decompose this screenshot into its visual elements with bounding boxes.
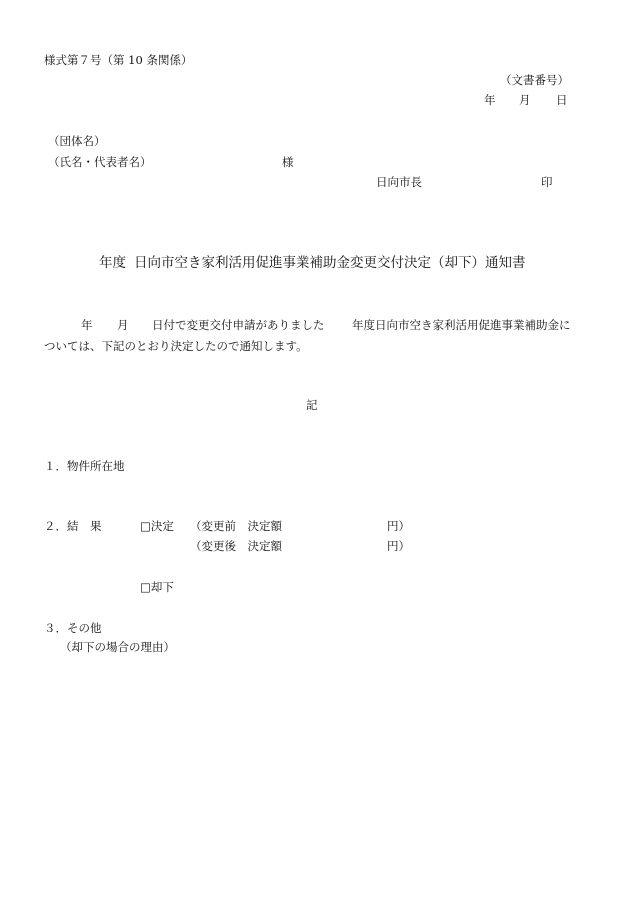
reject-checkbox[interactable]: □却下 [140,580,174,594]
item-property-location: １．物件所在地 [44,459,125,473]
after-amount-label: （変更後 決定額 [190,539,282,553]
body-date-suffix: 日付で変更交付申請がありました [152,318,325,332]
title-year: 年度 [99,255,126,271]
ki-heading: 記 [306,398,318,412]
addressee-honorific: 様 [282,155,294,169]
item-result-label: ２．結 果 [44,519,102,533]
body-line-2: ついては、下記のとおり決定したので通知します。 [44,339,308,353]
date-month: 月 [519,93,531,107]
after-amount-unit: 円） [387,539,410,553]
body-year: 年 [81,318,93,332]
document-number: （文書番号） [500,73,569,87]
before-amount-unit: 円） [387,519,410,533]
item-other-label: ３．その他 [44,621,102,635]
form-number: 様式第７号（第 10 条関係） [44,53,193,67]
title-main: 日向市空き家利活用促進事業補助金変更交付決定（却下）通知書 [134,255,526,271]
issuer-title: 日向市長 [376,175,422,189]
body-month: 月 [117,318,129,332]
decision-checkbox[interactable]: □決定 [140,519,174,533]
before-amount-label: （変更前 決定額 [190,519,282,533]
issuer-seal: 印 [541,175,553,189]
addressee-org: （団体名） [48,134,106,148]
rejection-reason-label: （却下の場合の理由） [60,640,175,654]
date-year: 年 [484,93,496,107]
addressee-name: （氏名・代表者名） [48,155,152,169]
date-day: 日 [556,93,568,107]
body-fiscal-year: 年度日向市空き家利活用促進事業補助金に [352,318,571,332]
